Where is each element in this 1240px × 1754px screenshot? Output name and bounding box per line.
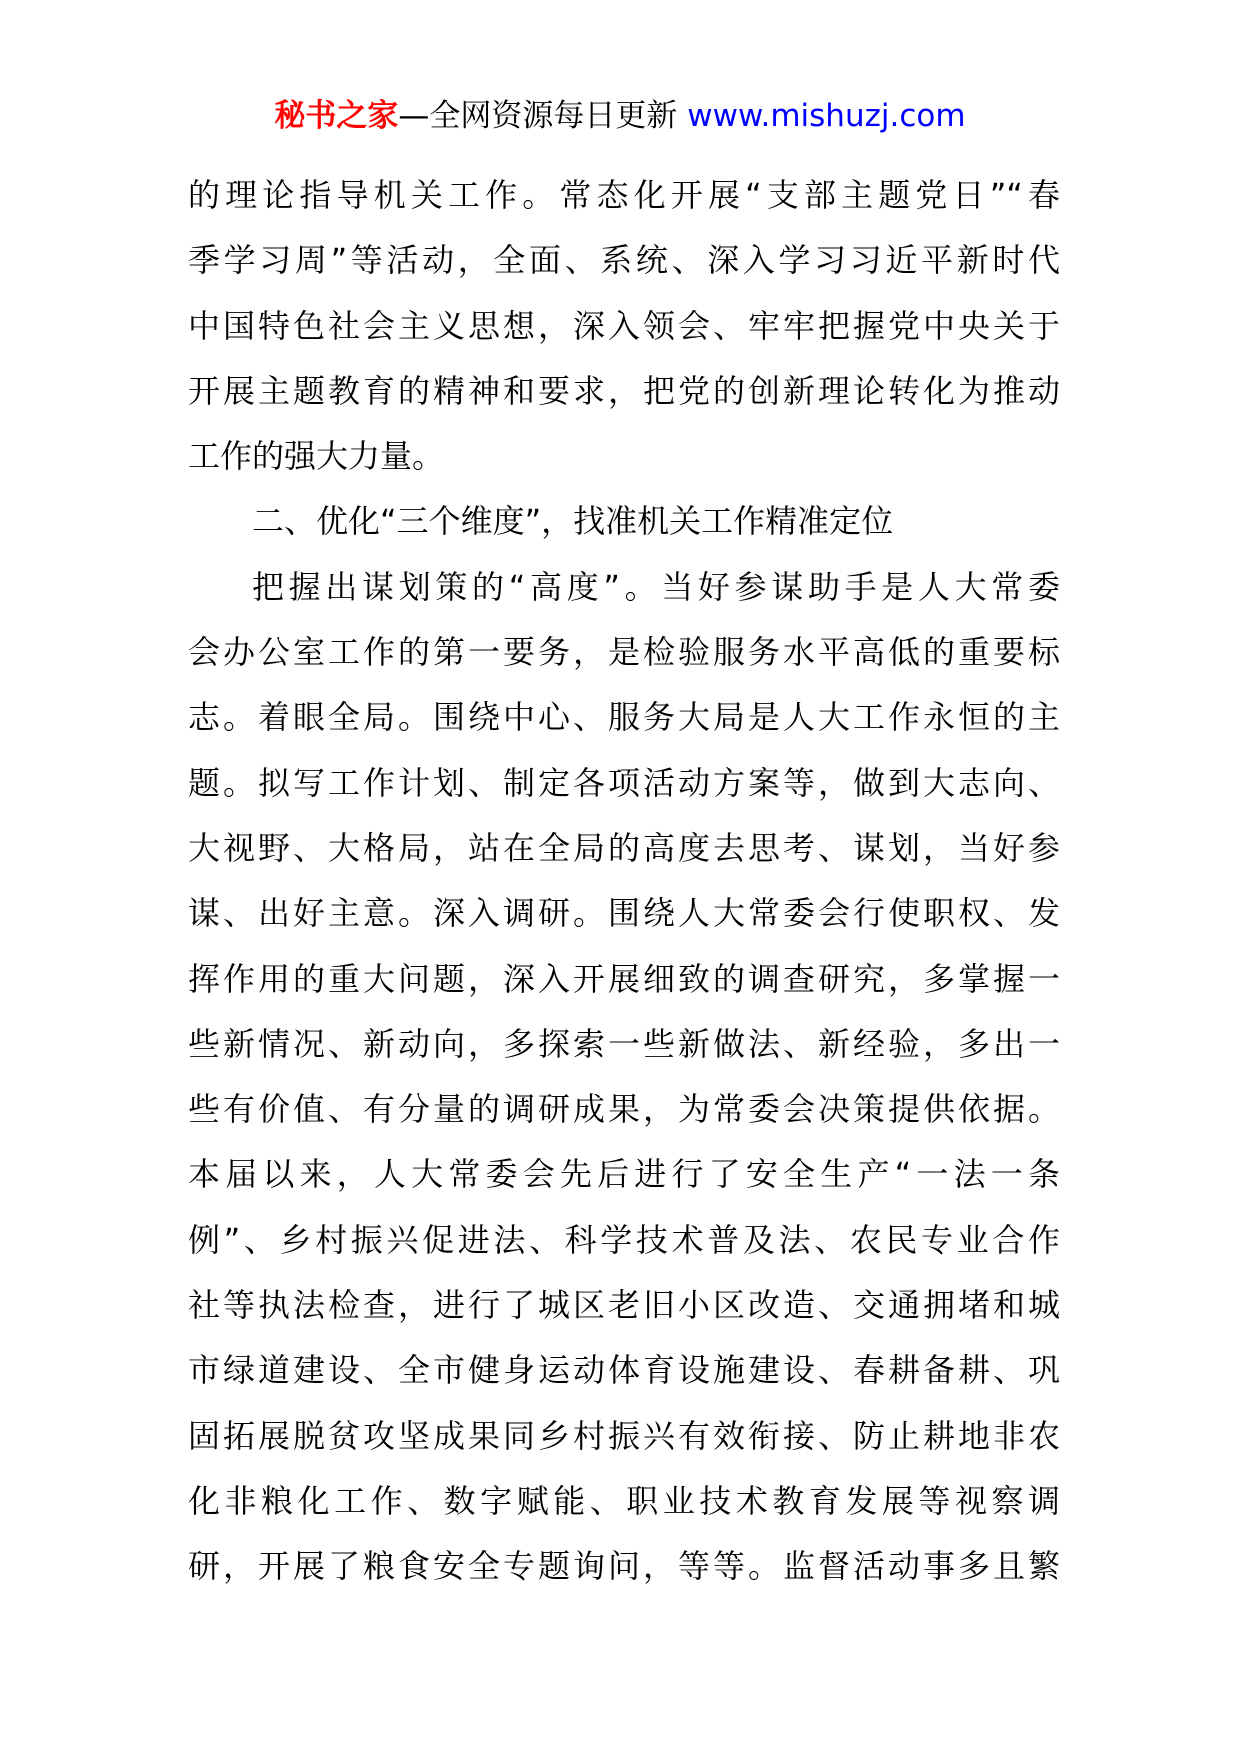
- body-text-line: 些有价值、有分量的调研成果，为常委会决策提供依据。: [188, 1090, 1060, 1129]
- body-text-line: 些新情况、新动向，多探索一些新做法、新经验，多出一: [188, 1024, 1060, 1063]
- site-url-link[interactable]: www.mishuzj.com: [677, 98, 966, 134]
- body-text-line: 例”、乡村振兴促进法、科学技术普及法、农民专业合作: [188, 1220, 1060, 1259]
- body-text-line: 挥作用的重大问题，深入开展细致的调查研究，多掌握一: [188, 959, 1060, 998]
- body-text-line: 工作的强大力量。: [188, 437, 445, 476]
- body-text-line: 社等执法检查，进行了城区老旧小区改造、交通拥堵和城: [188, 1286, 1060, 1325]
- body-text-line: 的理论指导机关工作。常态化开展“支部主题党日”“春: [188, 176, 1060, 214]
- body-text-line: 谋、出好主意。深入调研。围绕人大常委会行使职权、发: [188, 894, 1060, 933]
- body-text-line: 季学习周”等活动，全面、系统、深入学习习近平新时代: [188, 241, 1060, 280]
- header-tagline: —全网资源每日更新: [398, 98, 678, 134]
- brand-name: 秘书之家: [274, 98, 399, 134]
- body-text-line: 中国特色社会主义思想，深入领会、牢牢把握党中央关于: [188, 306, 1060, 345]
- body-text-line: 会办公室工作的第一要务，是检验服务水平高低的重要标: [188, 633, 1060, 672]
- body-text-line: 志。着眼全局。围绕中心、服务大局是人大工作永恒的主: [188, 698, 1060, 737]
- body-text-line: 大视野、大格局，站在全局的高度去思考、谋划，当好参: [188, 828, 1060, 867]
- body-text-line: 开展主题教育的精神和要求，把党的创新理论转化为推动: [188, 371, 1060, 410]
- body-text-line: 把握出谋划策的“高度”。当好参谋助手是人大常委: [252, 567, 1060, 606]
- watermark-header: [0, 94, 1240, 138]
- body-text-line: 本届以来，人大常委会先后进行了安全生产“一法一条: [188, 1155, 1060, 1194]
- body-text-line: 题。拟写工作计划、制定各项活动方案等，做到大志向、: [188, 763, 1060, 802]
- document-body: [188, 163, 1060, 1600]
- body-text-line: 固拓展脱贫攻坚成果同乡村振兴有效衔接、防止耕地非农: [188, 1416, 1060, 1455]
- body-text-line: 研，开展了粮食安全专题询问，等等。监督活动事多且繁: [188, 1547, 1060, 1586]
- section-heading: 二、优化“三个维度”，找准机关工作精准定位: [252, 502, 894, 541]
- body-text-line: 市绿道建设、全市健身运动体育设施建设、春耕备耕、巩: [188, 1351, 1060, 1390]
- body-text-line: 化非粮化工作、数字赋能、职业技术教育发展等视察调: [188, 1481, 1060, 1520]
